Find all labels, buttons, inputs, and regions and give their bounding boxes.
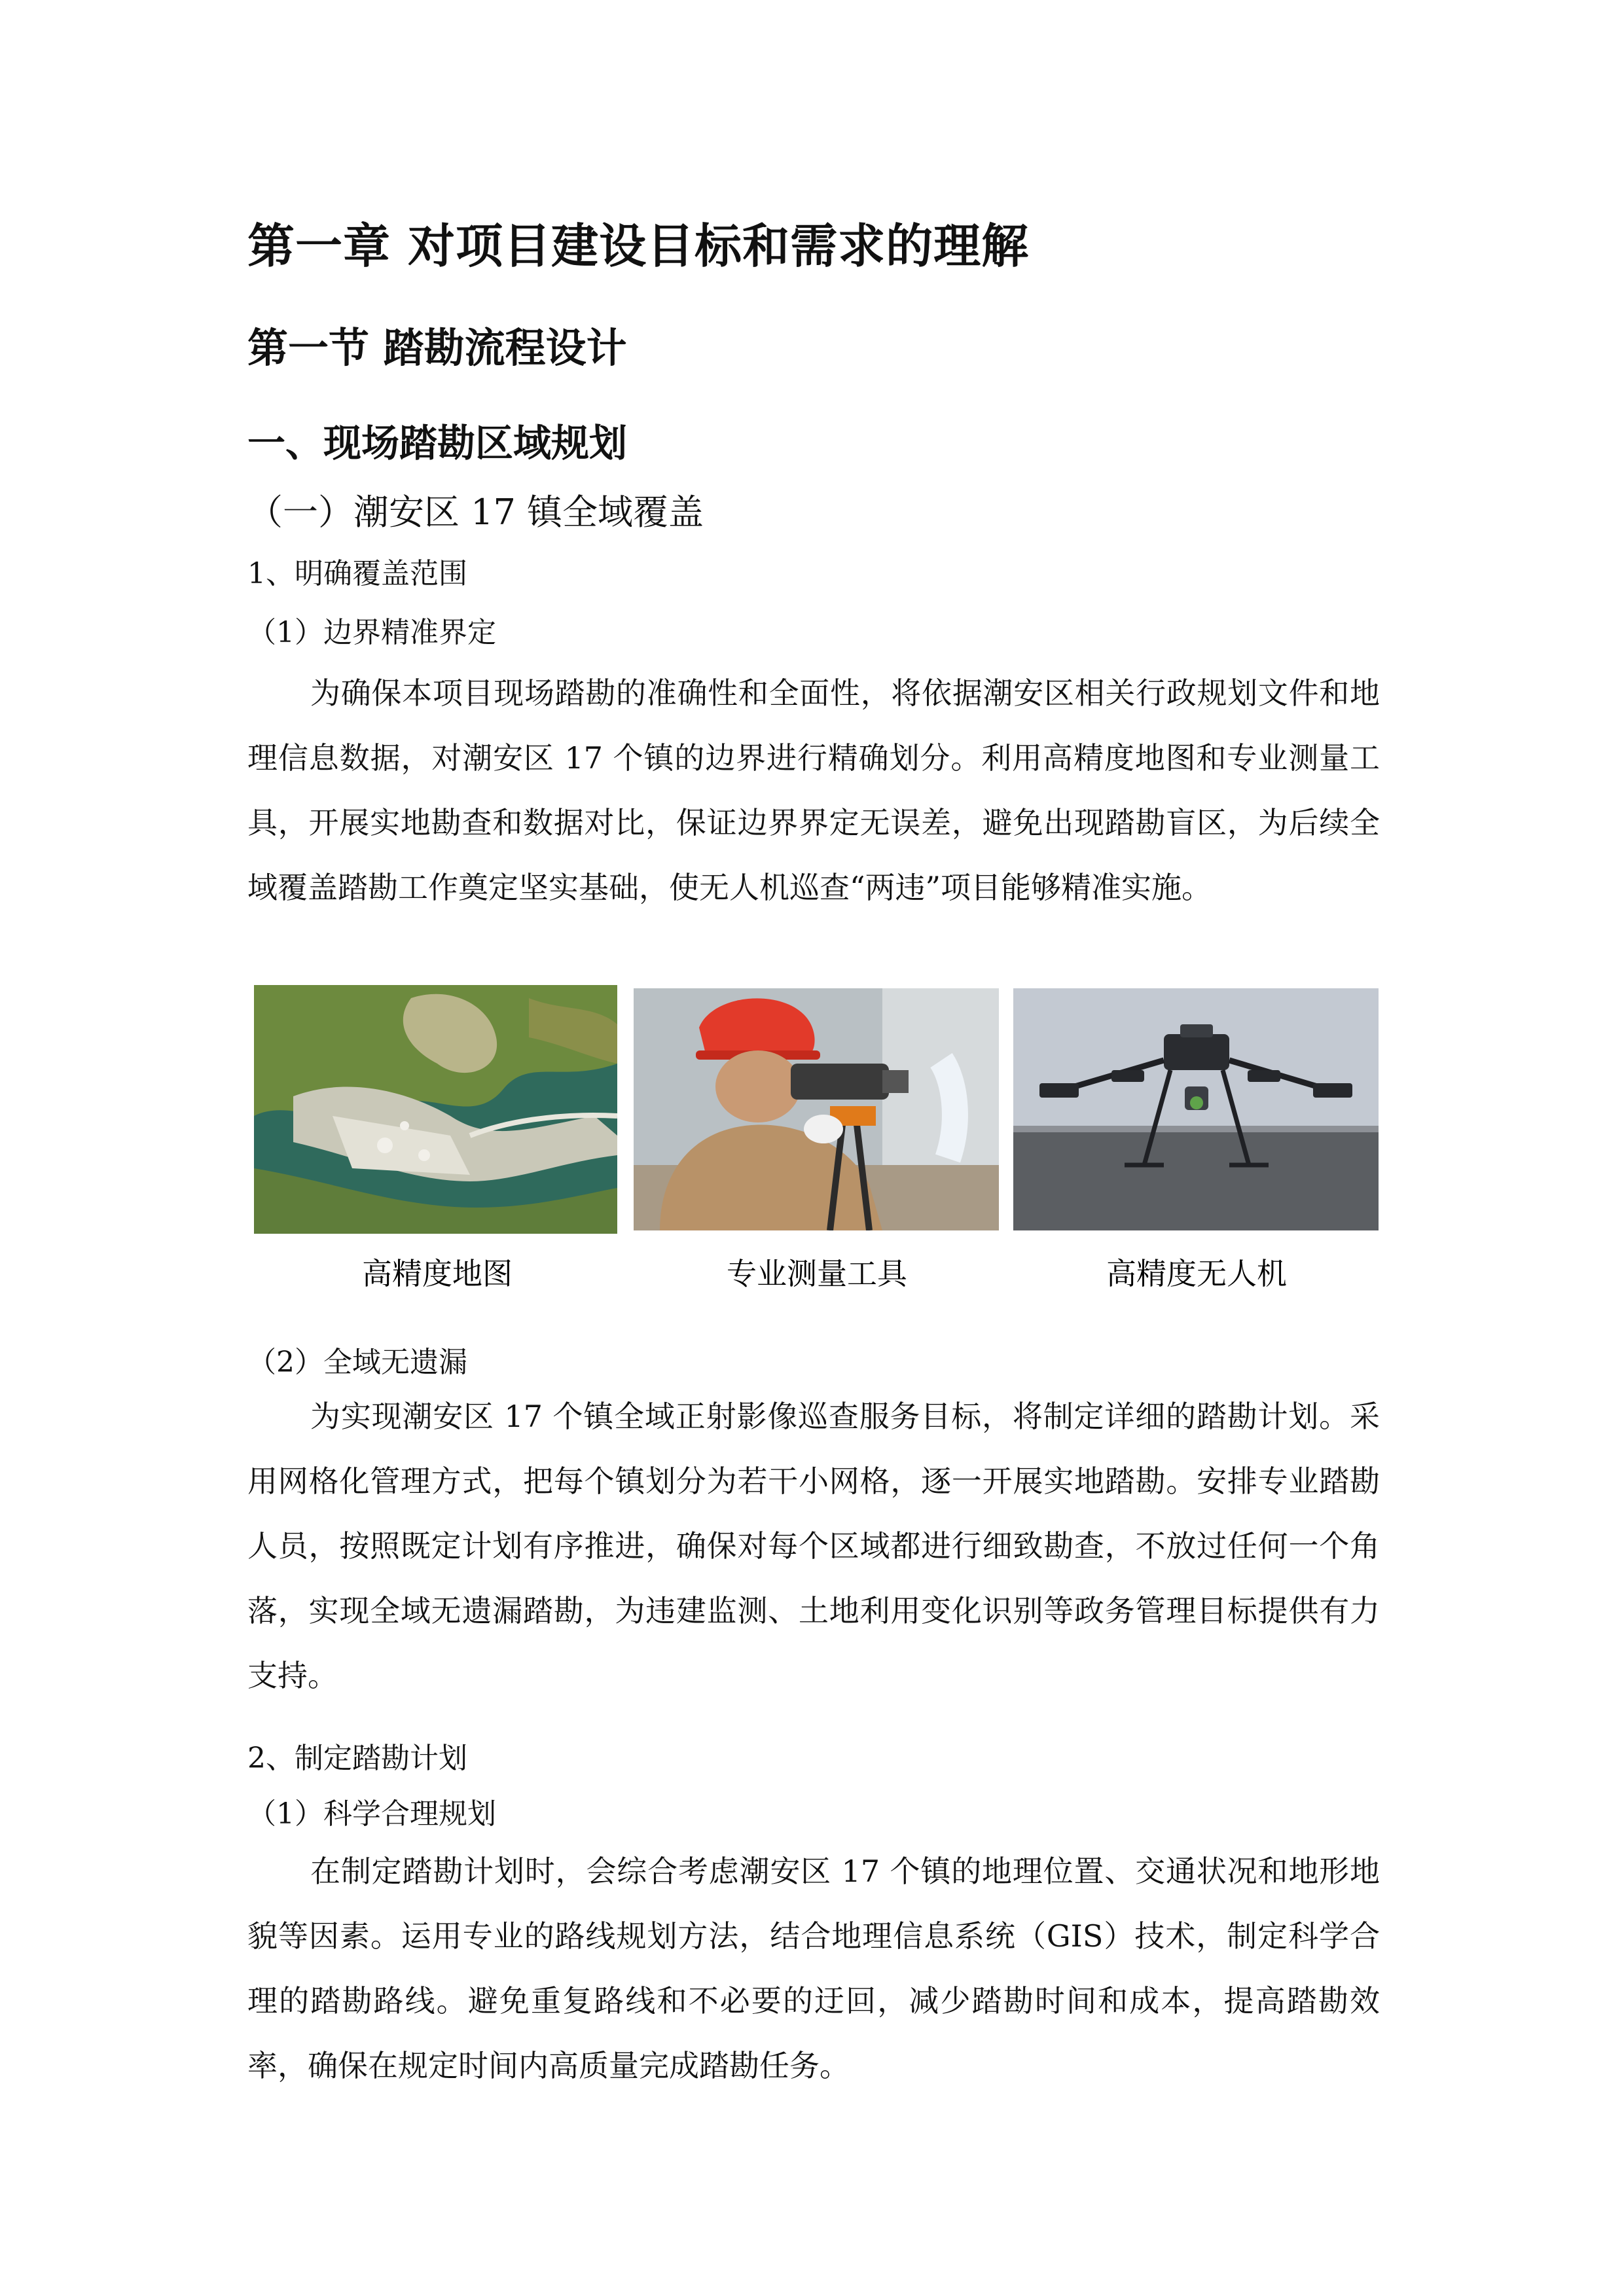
item1-sub2-paragraph: 为实现潮安区 17 个镇全域正射影像巡查服务目标，将制定详细的踏勘计划。采用网格化管理方式，把每个镇划分为若干小网格，逐一开展实地踏勘。安排专业踏勘人员，按照既定计划有序推进，确保对每个区域都进行细致勘查，不放过任何一个角落，实现全域无遗漏踏勘，为违建监测、土地利用变化识别等政务管理目标提供有力支持。 — [247, 1399, 1380, 1693]
part-title: 一、现场踏勘区域规划 — [247, 421, 628, 465]
satellite-map-photo — [254, 985, 617, 1234]
drone-photo — [1013, 988, 1379, 1230]
drone-image — [1013, 988, 1379, 1230]
satellite-map-image — [254, 985, 617, 1234]
section-title: 第一节 踏勘流程设计 — [247, 324, 627, 372]
item2-sub1-paragraph: 在制定踏勘计划时，会综合考虑潮安区 17 个镇的地理位置、交通状况和地形地貌等因素。运用专业的路线规划方法，结合地理信息系统（GIS）技术，制定科学合理的踏勘路线。避免重复路线和不必要的迂回，减少踏勘时间和成本，提高踏勘效率，确保在规定时间内高质量完成踏勘任务。 — [247, 1854, 1380, 2083]
sub-title: （一）潮安区 17 镇全域覆盖 — [247, 492, 704, 533]
figure-caption-map: 高精度地图 — [362, 1256, 513, 1291]
item1-sub1-heading: （1）边界精准界定 — [247, 616, 496, 649]
surveying-tool-photo — [634, 988, 999, 1230]
item1-sub2-heading: （2）全域无遗漏 — [247, 1346, 467, 1379]
item1-heading: 1、明确覆盖范围 — [247, 557, 467, 590]
figure-caption-survey-tool: 专业测量工具 — [727, 1256, 907, 1291]
item1-sub1-paragraph: 为确保本项目现场踏勘的准确性和全面性，将依据潮安区相关行政规划文件和地理信息数据，对潮安区 17 个镇的边界进行精确划分。利用高精度地图和专业测量工具，开展实地勘查和数据对比，保证边界界定无误差，避免出现踏勘盲区，为后续全域覆盖踏勘工作奠定坚实基础，使无人机巡查“两违”项目能够精准实施。 — [247, 675, 1380, 905]
item2-sub1-heading: （1）科学合理规划 — [247, 1797, 496, 1831]
item2-heading: 2、制定踏勘计划 — [247, 1742, 467, 1775]
chapter-title: 第一章 对项目建设目标和需求的理解 — [247, 218, 1030, 274]
surveying-tool-image — [634, 988, 999, 1230]
figure-caption-drone: 高精度无人机 — [1106, 1256, 1287, 1291]
